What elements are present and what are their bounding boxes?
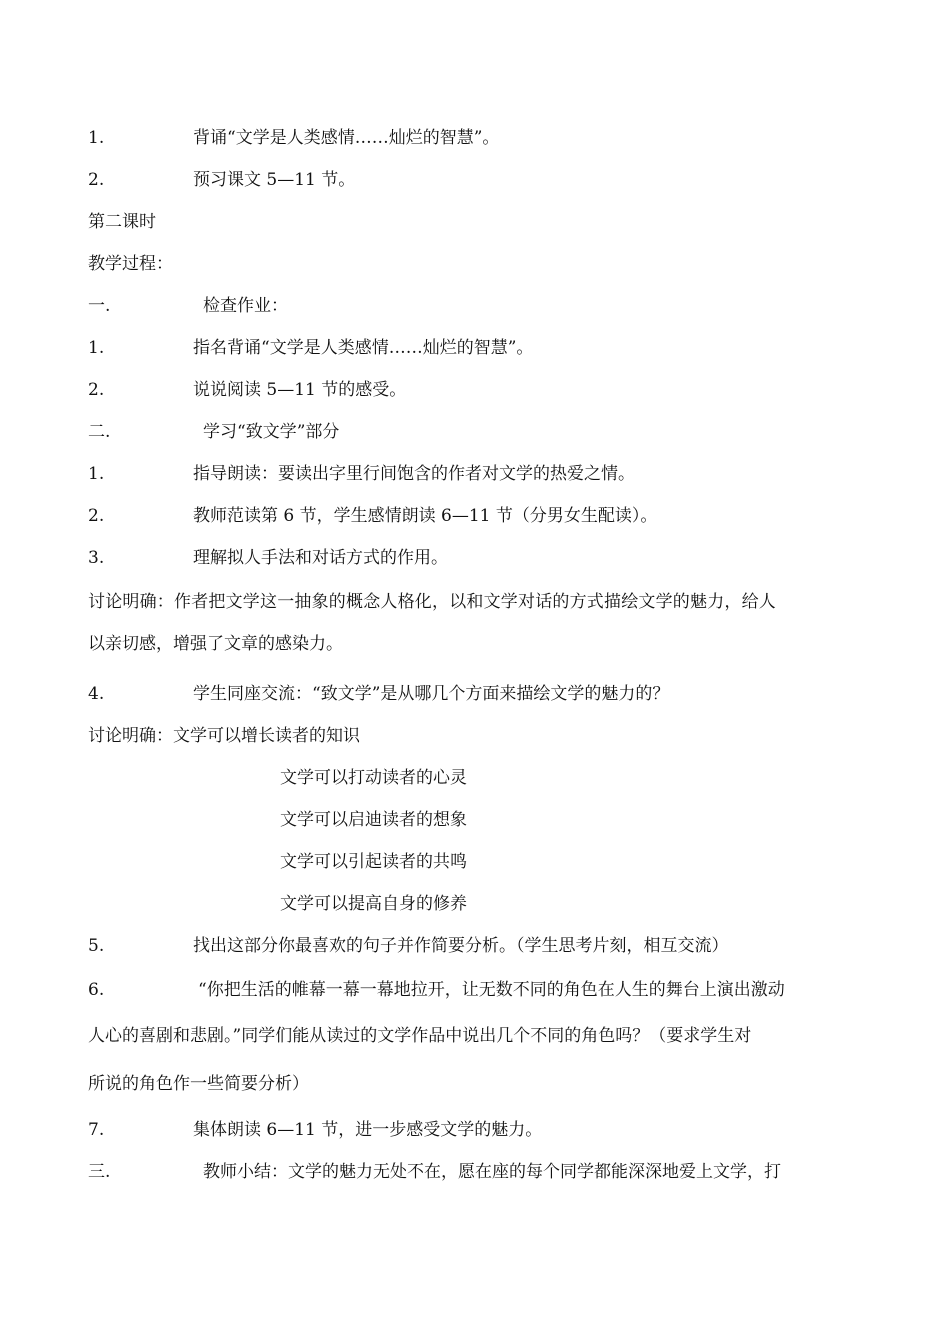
item-number: 5. [88, 936, 105, 956]
section-number: 三. [88, 1162, 111, 1182]
section-number: 一. [88, 296, 111, 316]
conclusion-point: 文学可以提高自身的修养 [280, 894, 467, 914]
discussion-paragraph-1 [88, 591, 868, 675]
lesson-heading: 第二课时 [88, 212, 156, 232]
process-heading: 教学过程： [88, 254, 173, 274]
item-text: 找出这部分你最喜欢的句子并作简要分析。（学生思考片刻，相互交流） [193, 936, 729, 956]
section-title: 学习“致文学”部分 [203, 422, 340, 442]
item-number: 2. [88, 170, 105, 190]
item-text: 学生同座交流：“致文学”是从哪几个方面来描绘文学的魅力的？ [193, 684, 670, 704]
section-title: 检查作业： [203, 296, 288, 316]
item-number: 3. [88, 548, 105, 568]
conclusion-point: 文学可以启迪读者的想象 [280, 810, 467, 830]
item-text: 预习课文 5—11 节。 [193, 170, 356, 190]
item-text: 说说阅读 5—11 节的感受。 [193, 380, 407, 400]
item-number: 1. [88, 338, 105, 358]
item-text: 集体朗读 6—11 节，进一步感受文学的魅力。 [193, 1120, 543, 1140]
conclusion-point: 文学可以引起读者的共鸣 [280, 852, 467, 872]
paragraph-line: 人心的喜剧和悲剧。”同学们能从读过的文学作品中说出几个不同的角色吗？（要求学生对 [88, 1026, 752, 1046]
item-number: 2. [88, 506, 105, 526]
discussion-conclusion: 讨论明确：文学可以增长读者的知识 [88, 726, 360, 746]
item-number: 6. [88, 980, 105, 1000]
item-text: “你把生活的帷幕一幕一幕地拉开，让无数不同的角色在人生的舞台上演出激动 [198, 980, 785, 1000]
paragraph-line: 以亲切感，增强了文章的感染力。 [88, 634, 343, 654]
item-number: 7. [88, 1120, 105, 1140]
item-text: 理解拟人手法和对话方式的作用。 [193, 548, 448, 568]
item-number: 1. [88, 464, 105, 484]
item-text: 指名背诵“文学是人类感情……灿烂的智慧”。 [193, 338, 534, 358]
item-number: 2. [88, 380, 105, 400]
paragraph-line: 所说的角色作一些简要分析） [88, 1074, 309, 1094]
item-text: 背诵“文学是人类感情……灿烂的智慧”。 [193, 128, 500, 148]
item-number: 4. [88, 684, 105, 704]
section-text: 教师小结：文学的魅力无处不在，愿在座的每个同学都能深深地爱上文学，打 [203, 1162, 781, 1182]
conclusion-point: 文学可以打动读者的心灵 [280, 768, 467, 788]
item-number: 1. [88, 128, 105, 148]
item-text: 指导朗读：要读出字里行间饱含的作者对文学的热爱之情。 [193, 464, 635, 484]
paragraph-line: 讨论明确：作者把文学这一抽象的概念人格化，以和文学对话的方式描绘文学的魅力，给人 [88, 592, 776, 612]
section-number: 二. [88, 422, 111, 442]
item-text: 教师范读第 6 节，学生感情朗读 6—11 节（分男女生配读）。 [193, 506, 658, 526]
